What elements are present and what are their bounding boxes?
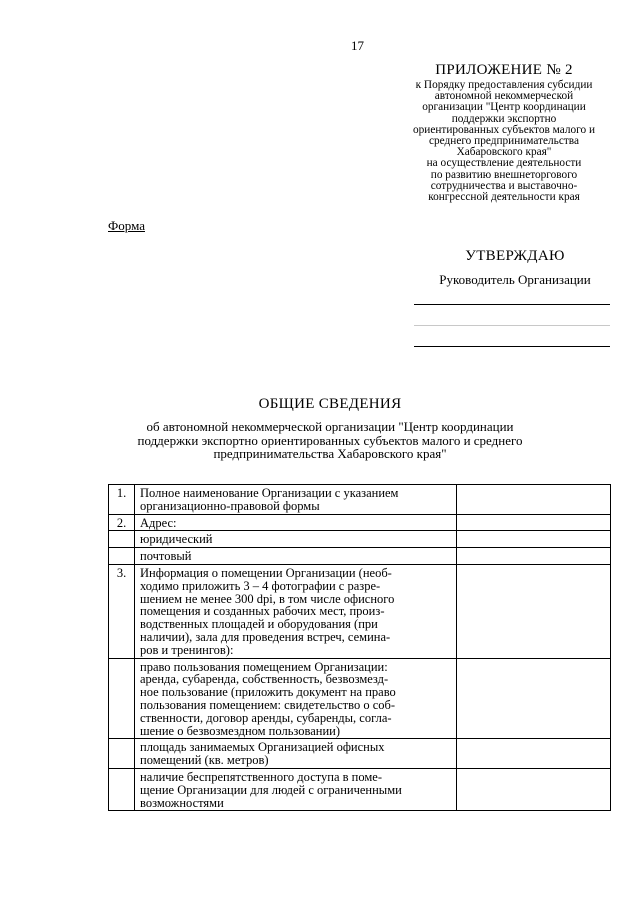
row-number: 1. [109, 485, 135, 515]
value-cell[interactable] [457, 658, 611, 739]
appendix-line: организации "Центр координации [422, 101, 586, 114]
table-row [109, 564, 611, 658]
value-cell[interactable] [457, 768, 611, 810]
signature-line [414, 304, 610, 305]
label-line: шением не менее 300 dpi, в том числе офисного [140, 591, 395, 606]
info-table [108, 484, 611, 811]
subtitle-line: предпринимательства Хабаровского края" [213, 446, 447, 461]
label-line: Полное наименование Организации с указанием [140, 486, 399, 500]
label-line: помещения и созданных рабочих мест, произ- [140, 604, 385, 619]
label-line: почтовый [140, 549, 192, 564]
label-line: ственности, договор аренды, субаренды, согла- [140, 710, 392, 725]
row-label [135, 485, 457, 515]
table-row [109, 658, 611, 739]
subtitle-line: поддержки экспортно ориентированных субъектов малого и среднего [137, 432, 523, 448]
label-line: водственных площадей и оборудования (при [140, 617, 378, 632]
row-label [135, 531, 457, 548]
form-label: Форма [108, 218, 145, 233]
appendix-line: конгрессной деятельности края [428, 191, 580, 204]
document-heading [100, 396, 560, 461]
label-line: ное пользование (приложить документ на право [140, 685, 396, 700]
label-line: площадь занимаемых Организацией офисных [140, 740, 385, 755]
appendix-line: ориентированных субъектов малого и [413, 123, 595, 136]
row-label [135, 658, 457, 739]
label-line: аренда, субаренда, собственность, безвозмезд- [140, 672, 389, 687]
table-row [109, 485, 611, 515]
value-cell[interactable] [457, 739, 611, 769]
appendix-line: Хабаровского края" [456, 146, 552, 159]
label-line: организационно-правовой формы [140, 498, 320, 513]
label-line: ходимо приложить 3 – 4 фотографии с разре- [140, 578, 381, 593]
appendix-block [395, 62, 613, 203]
appendix-line: по развитию внешнеторгового [430, 168, 578, 181]
row-number [109, 768, 135, 810]
document-subtitle [100, 420, 560, 461]
row-number: 2. [109, 514, 135, 531]
label-line: право пользования помещением Организации: [140, 659, 388, 674]
row-number [109, 658, 135, 739]
row-label [135, 564, 457, 658]
row-number: 3. [109, 564, 135, 658]
appendix-title: ПРИЛОЖЕНИЕ № 2 [435, 62, 573, 78]
appendix-line: среднего предпринимательства [429, 135, 579, 148]
appendix-text [395, 80, 613, 203]
approval-block [415, 247, 615, 288]
row-number [109, 739, 135, 769]
appendix-line: к Порядку предоставления субсидии [415, 79, 593, 91]
label-line: наличие беспрепятственного доступа в поме- [140, 769, 383, 784]
row-number [109, 531, 135, 548]
table-row [109, 739, 611, 769]
table-row [109, 514, 611, 531]
label-line: щение Организации для людей с ограниченными [140, 782, 402, 797]
label-line: ров и тренингов): [140, 642, 234, 657]
approval-subtitle: Руководитель Организации [439, 272, 591, 287]
label-line: помещений (кв. метров) [140, 753, 269, 768]
value-cell[interactable] [457, 564, 611, 658]
appendix-line: сотрудничества и выставочно- [430, 179, 578, 192]
row-number [109, 548, 135, 565]
row-label [135, 514, 457, 531]
appendix-line: автономной некоммерческой [434, 90, 574, 103]
row-label [135, 768, 457, 810]
table-row [109, 768, 611, 810]
signature-line [414, 346, 610, 347]
subtitle-line: об автономной некоммерческой организации "Центр координации [146, 419, 514, 434]
label-line: Адрес: [140, 515, 177, 530]
page-number: 17 [351, 38, 364, 53]
document-title: ОБЩИЕ СВЕДЕНИЯ [258, 396, 402, 412]
row-label [135, 739, 457, 769]
value-cell[interactable] [457, 485, 611, 515]
table-row [109, 531, 611, 548]
value-cell[interactable] [457, 548, 611, 565]
approval-heading: УТВЕРЖДАЮ [465, 248, 565, 264]
table-row [109, 548, 611, 565]
label-line: Информация о помещении Организации (необ- [140, 565, 392, 580]
appendix-line: поддержки экспортно [451, 112, 557, 125]
value-cell[interactable] [457, 531, 611, 548]
label-line: пользования помещением: свидетельство о соб- [140, 697, 396, 712]
label-line: шение о безвозмездном пользовании) [140, 723, 341, 738]
label-line: возможностями [140, 795, 224, 810]
signature-line [414, 325, 610, 326]
value-cell[interactable] [457, 514, 611, 531]
row-label [135, 548, 457, 565]
appendix-line: на осуществление деятельности [426, 157, 582, 170]
label-line: юридический [140, 532, 213, 547]
label-line: наличии), зала для проведения встреч, семина- [140, 629, 391, 644]
